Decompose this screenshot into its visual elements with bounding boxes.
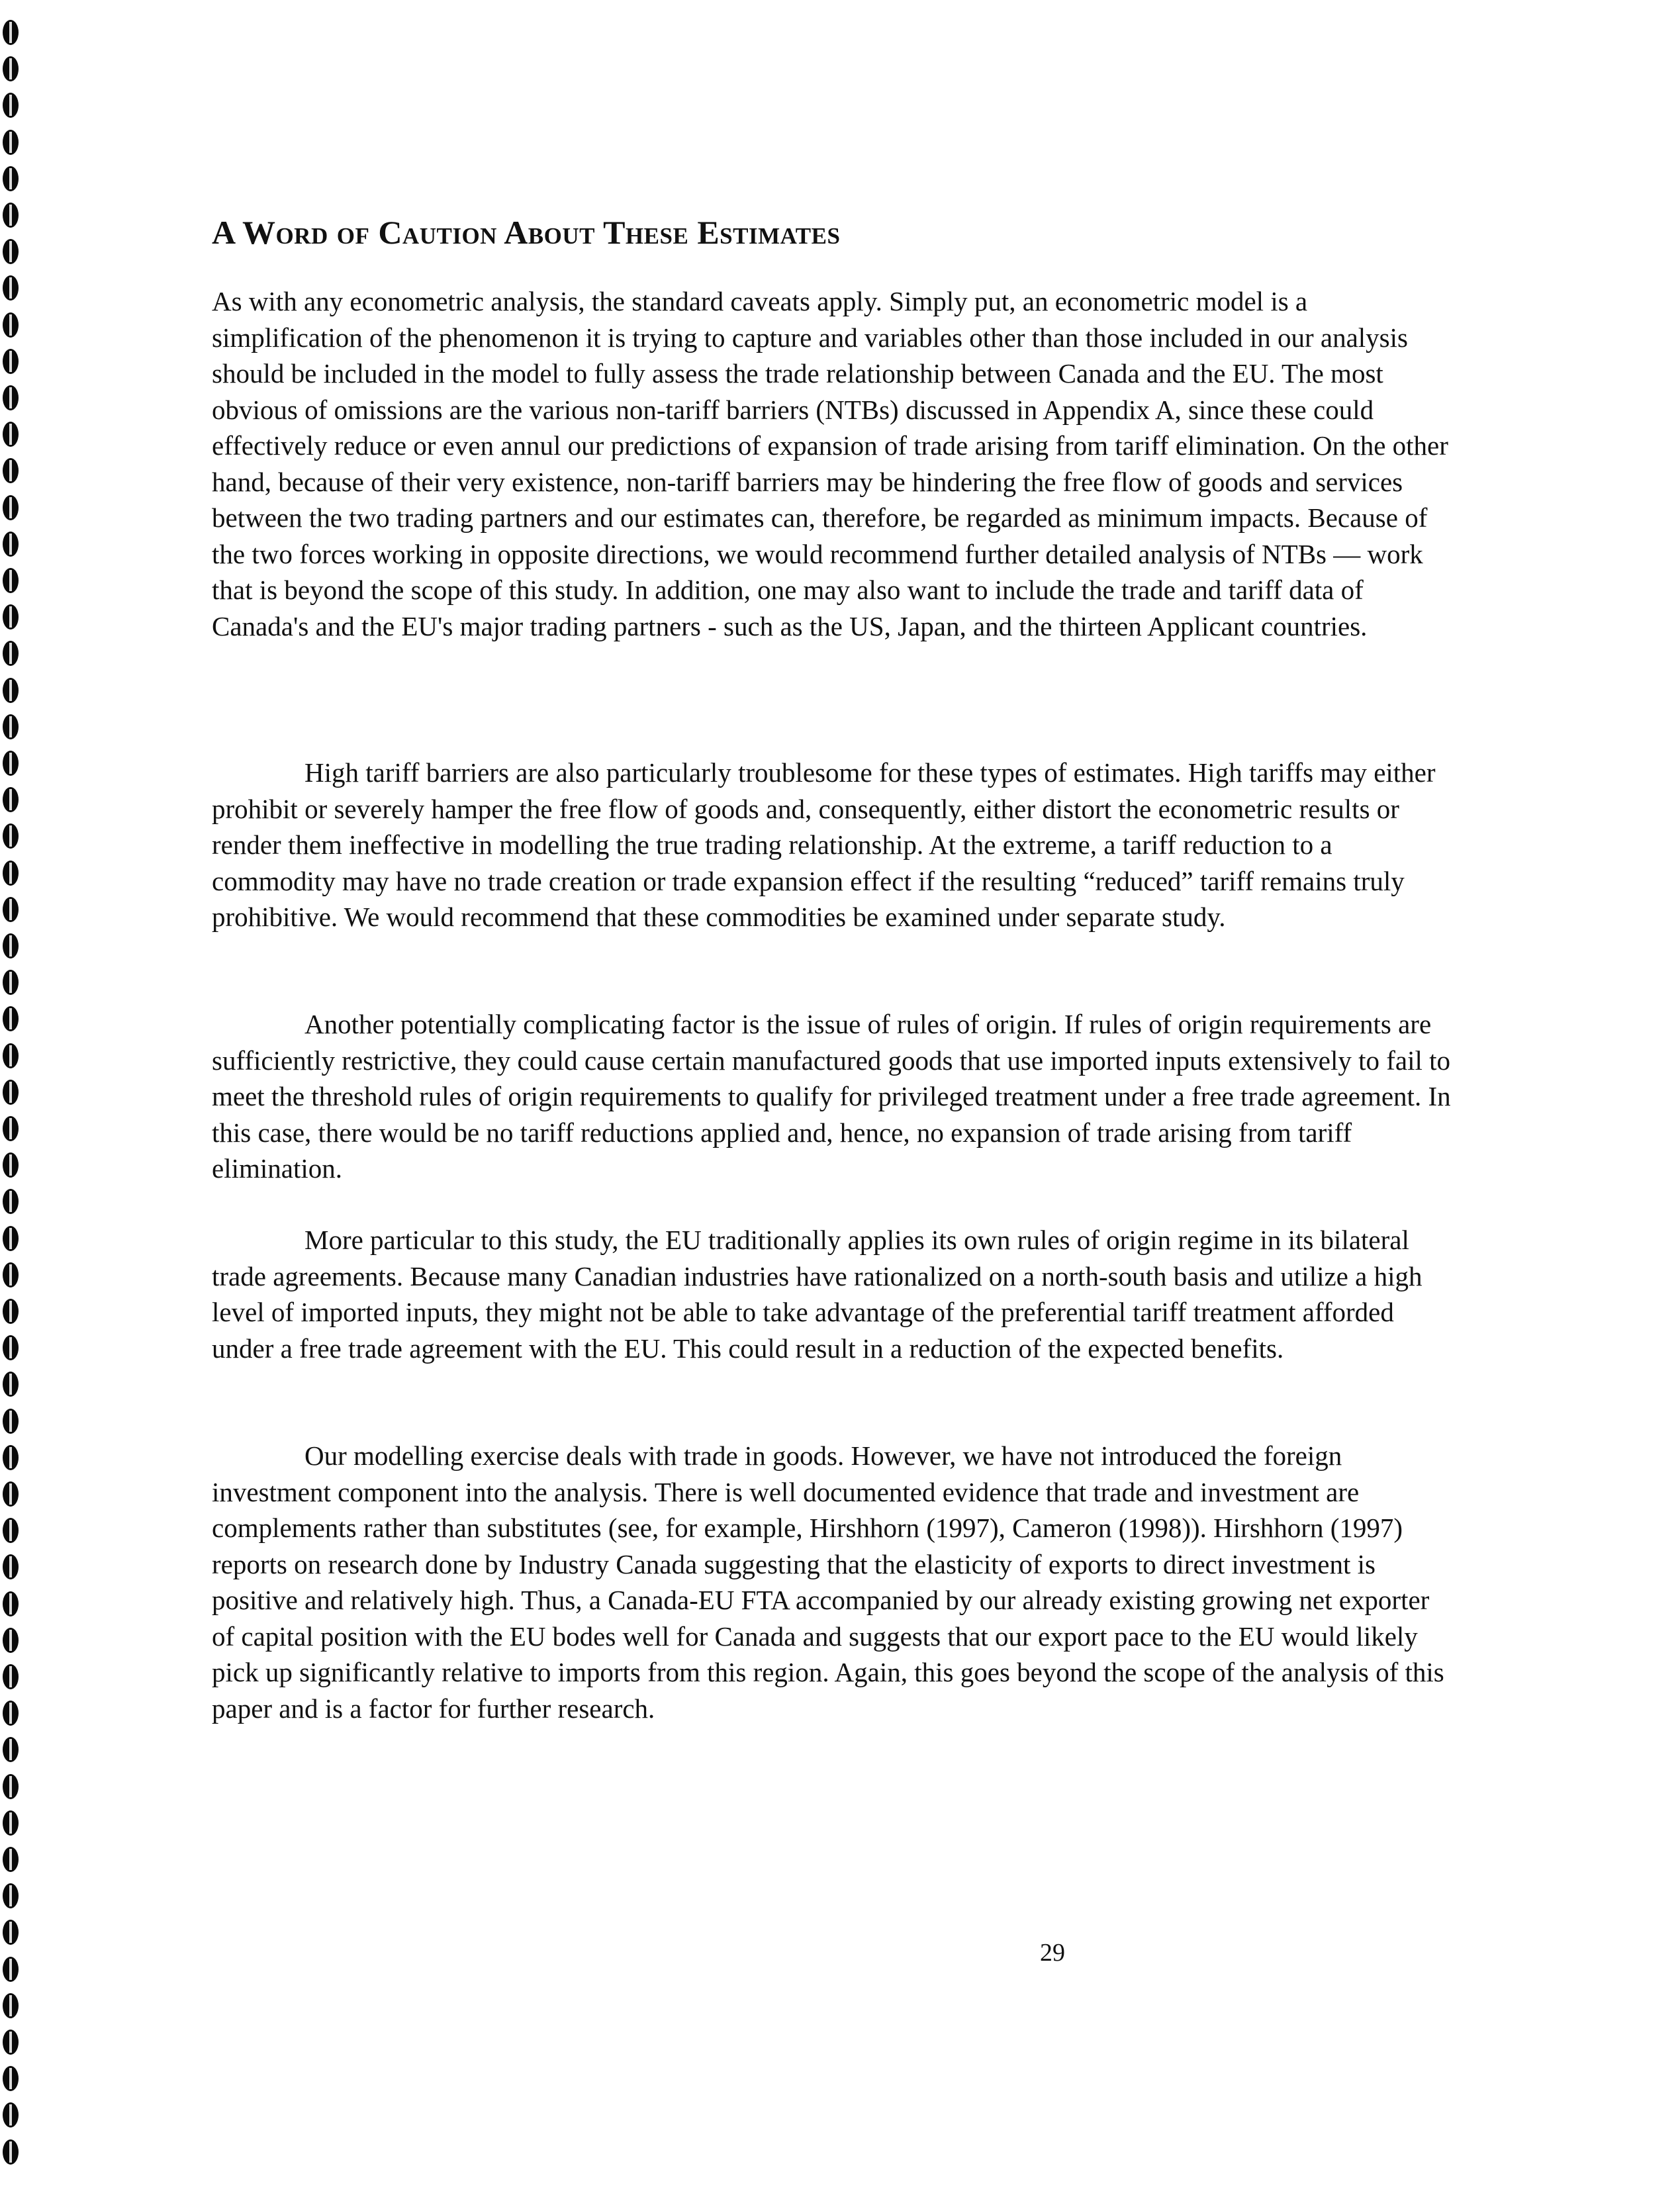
binder-hole	[3, 604, 19, 630]
binder-hole	[3, 385, 19, 410]
binder-hole	[3, 1006, 19, 1031]
binder-hole	[3, 2030, 19, 2055]
binder-hole	[3, 203, 19, 228]
paragraph-tariff-barriers: High tariff barriers are also particularly troublesome for these types of estimates. High tariffs may either prohibit or severely hamper the free flow of goods and, consequently, either distort the econometric results or render them ineffective in modelling the true trading relationship. At the extreme, a tariff reduction to a commodity may have no trade creation or trade expansion effect if the resulting “reduced” tariff remains truly prohibitive. We would recommend that these commodities be examined under separate study.	[212, 757, 1436, 932]
binder-hole	[3, 166, 19, 191]
binder-hole	[3, 1810, 19, 1836]
binder-hole	[3, 495, 19, 520]
binder-hole	[3, 1554, 19, 1579]
binder-hole	[3, 349, 19, 374]
binder-hole	[3, 130, 19, 155]
binder-hole	[3, 1883, 19, 1908]
binder-hole	[3, 20, 19, 45]
binder-hole	[3, 2066, 19, 2091]
binder-hole	[3, 532, 19, 557]
binder-hole	[3, 1116, 19, 1141]
binder-hole	[3, 1080, 19, 1105]
binder-hole	[3, 1518, 19, 1543]
paragraph-eu-rules: More particular to this study, the EU traditionally applies its own rules of origin regime in its bilateral trade agreements. Because many Canadian industries have rationalized on a north-south basis and utilize a high level of imported inputs, they might not be able to take advantage of the preferential tariff treatment afforded under a free trade agreement with the EU. This could result in a reduction of the expected benefits.	[212, 1225, 1423, 1364]
binder-hole	[3, 1445, 19, 1470]
binder-hole	[3, 93, 19, 118]
binder-hole	[3, 1189, 19, 1214]
binder-hole	[3, 1920, 19, 1945]
binder-hole	[3, 751, 19, 776]
binder-hole	[3, 1664, 19, 1689]
binder-hole	[3, 1847, 19, 1872]
binder-hole	[3, 1262, 19, 1288]
binder-hole	[3, 678, 19, 703]
binder-hole	[3, 1591, 19, 1616]
binder-hole	[3, 458, 19, 483]
binder-hole	[3, 897, 19, 922]
binder-hole	[3, 787, 19, 812]
binder-hole	[3, 714, 19, 739]
binder-holes	[0, 20, 26, 2198]
binder-hole	[3, 1993, 19, 2018]
binder-hole	[3, 239, 19, 264]
binder-hole	[3, 56, 19, 81]
binder-hole	[3, 641, 19, 666]
binder-hole	[3, 1335, 19, 1360]
binder-hole	[3, 1628, 19, 1653]
binder-hole	[3, 1774, 19, 1799]
binder-hole	[3, 1372, 19, 1397]
binder-hole	[3, 1152, 19, 1178]
binder-hole	[3, 1481, 19, 1507]
binder-hole	[3, 275, 19, 301]
binder-hole	[3, 1299, 19, 1324]
binder-hole	[3, 2102, 19, 2128]
binder-hole	[3, 422, 19, 447]
binder-hole	[3, 970, 19, 995]
binder-hole	[3, 1737, 19, 1762]
paragraph-rules-of-origin: Another potentially complicating factor is the issue of rules of origin. If rules of origin requirements are sufficiently restrictive, they could cause certain manufactured goods that use imported inputs extensively to fail to meet the threshold rules of origin requirements to qualify for privileged treatment under a free trade agreement. In this case, there would be no tariff reductions applied and, hence, no expansion of trade arising from tariff elimination.	[212, 1009, 1451, 1184]
binder-hole	[3, 1409, 19, 1434]
binder-hole	[3, 568, 19, 593]
binder-hole	[3, 312, 19, 338]
paragraph-investment: Our modelling exercise deals with trade in goods. However, we have not introduced the foreign investment component into the analysis. There is well documented evidence that trade and investment are complements rather than substitutes (see, for example, Hirshhorn (1997), Cameron (1998)). Hirshhorn (1997) reports on research done by Industry Canada suggesting that the elasticity of exports to direct investment is positive and relatively high. Thus, a Canada-EU FTA accompanied by our already existing growing net exporter of capital position with the EU bodes well for Canada and suggests that our export pace to the EU would likely pick up significantly relative to imports from this region. Again, this goes beyond the scope of the analysis of this paper and is a factor for further research.	[212, 1440, 1444, 1724]
page-number: 29	[1040, 1939, 1065, 1967]
binder-hole	[3, 823, 19, 849]
binder-hole	[3, 2139, 19, 2165]
section-heading: A Word of Caution About These Estimates	[212, 214, 841, 251]
binder-hole	[3, 1701, 19, 1726]
binder-hole	[3, 1226, 19, 1251]
binder-hole	[3, 1043, 19, 1068]
binder-hole	[3, 1957, 19, 1982]
binder-hole	[3, 933, 19, 959]
binder-hole	[3, 861, 19, 886]
paragraph-caveats: As with any econometric analysis, the standard caveats apply. Simply put, an econometric model is a simplification of the phenomenon it is trying to capture and variables other than those included in our analysis should be included in the model to fully assess the trade relationship between Canada and the EU. The most obvious of omissions are the various non-tariff barriers (NTBs) discussed in Appendix A, since these could effectively reduce or even annul our predictions of expansion of trade arising from tariff elimination. On the other hand, because of their very existence, non-tariff barriers may be hindering the free flow of goods and services between the two trading partners and our estimates can, therefore, be regarded as minimum impacts. Because of the two forces working in opposite directions, we would recommend further detailed analysis of NTBs — work that is beyond the scope of this study. In addition, one may also want to include the trade and tariff data of Canada's and the EU's major trading partners - such as the US, Japan, and the thirteen Applicant countries.	[212, 286, 1448, 641]
